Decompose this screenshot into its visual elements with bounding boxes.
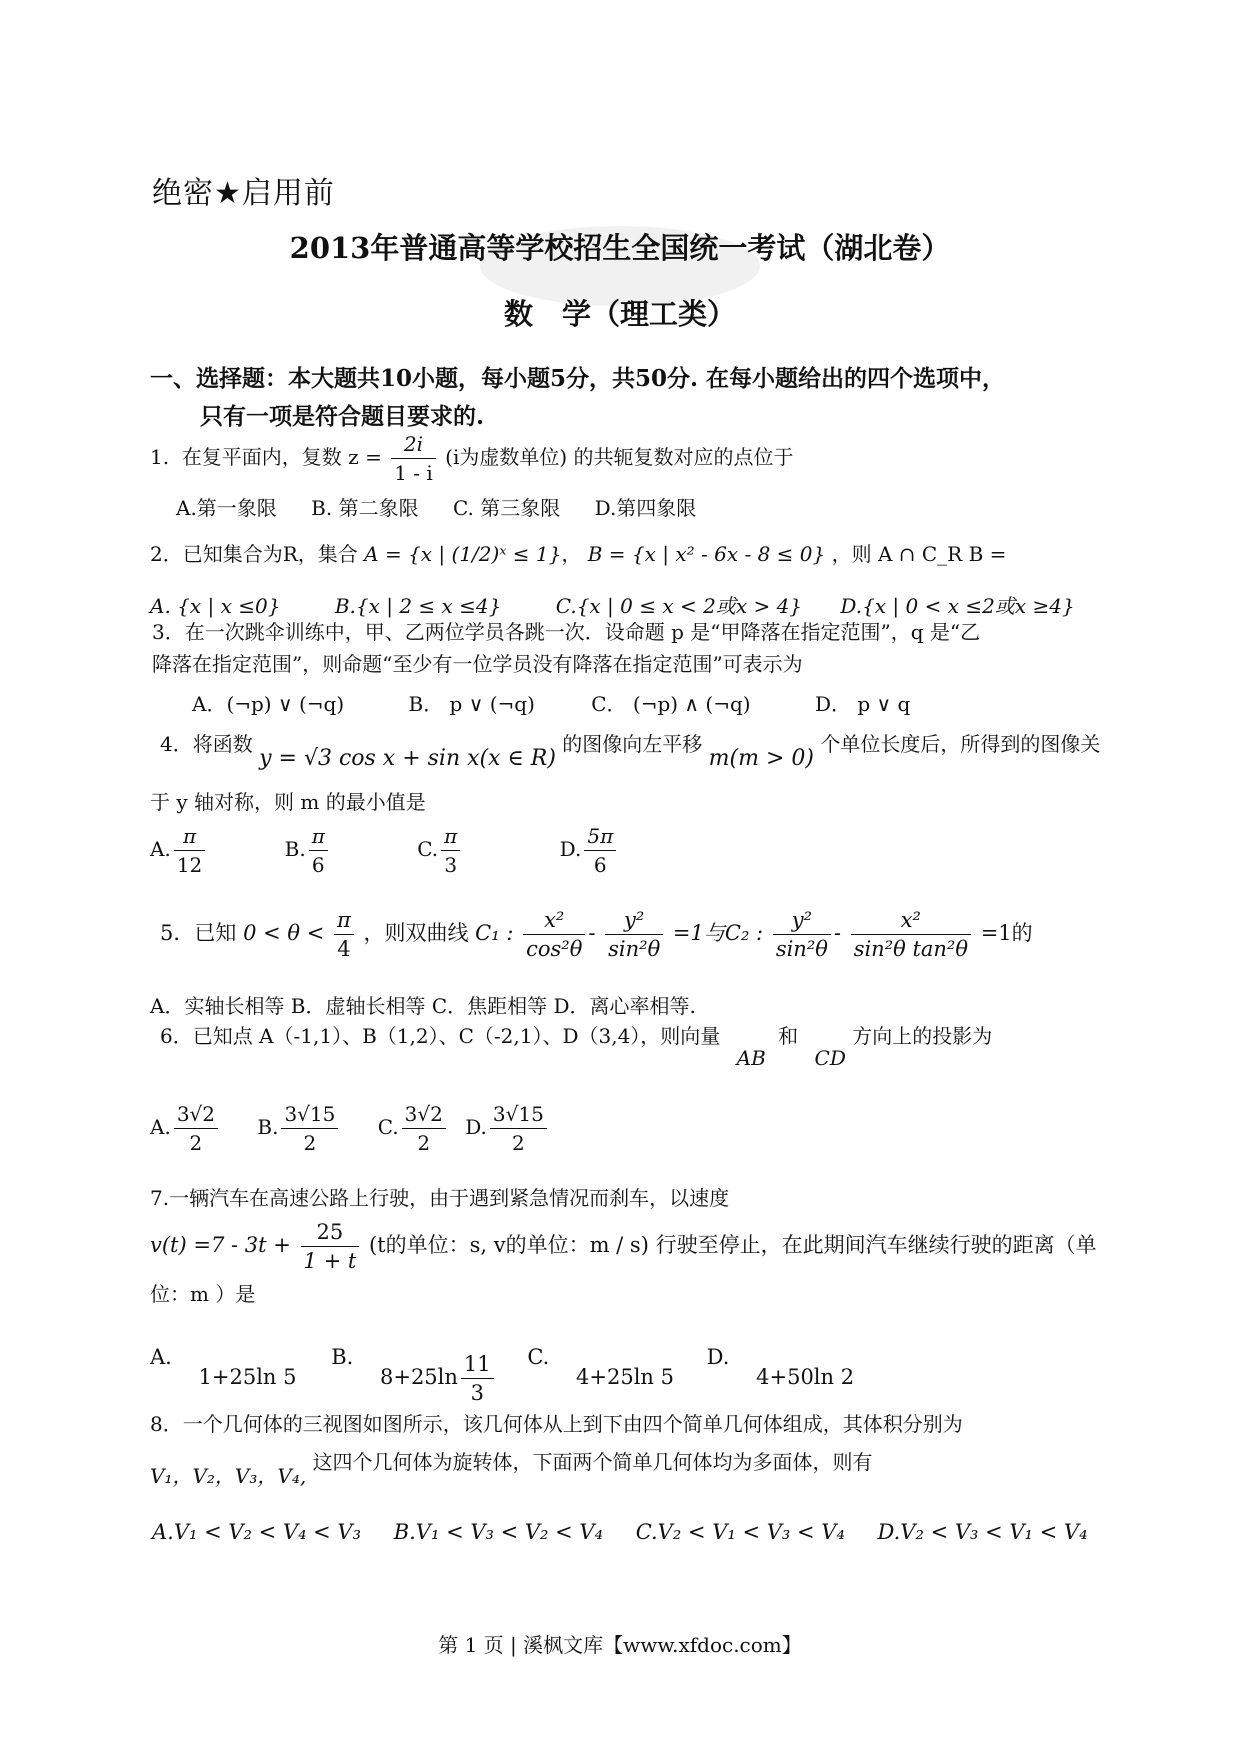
q2-option-b: B.{x | 2 ≤ x ≤4} [334, 594, 502, 618]
q7-line-1: 7.一辆汽车在高速公路上行驶，由于遇到紧急情况而刹车，以速度 [150, 1186, 730, 1210]
q6-option-a: A. $\frac{3√2}{2}$ [150, 1115, 221, 1139]
q5-cond-fraction: $\frac{\pi}{4}$ [334, 906, 354, 963]
q4-pre: 4．将函数 [160, 732, 253, 756]
q2-pre: 2．已知集合为R，集合 [150, 542, 358, 566]
q5-options: A．实轴长相等 B．虚轴长相等 C．焦距相等 D．离心率相等. [150, 994, 696, 1018]
q6-vector-cd: CD [814, 1046, 846, 1070]
q1-option-b: B. 第二象限 [311, 496, 419, 520]
q4-option-d: D. $\frac{5\pi}{6}$ [560, 837, 620, 861]
q2-options [150, 590, 1075, 619]
q7-option-a-label: A. [150, 1345, 172, 1369]
q8-line-2: 这四个几何体为旋转体，下面两个简单几何体均为多面体，则有 [312, 1450, 873, 1474]
q5-c1: C₁ : [475, 921, 514, 945]
q6-option-c: C. $\frac{3√2}{2}$ [378, 1115, 449, 1139]
q2-set-b: B = {x | x² - 6x - 8 ≤ 0} [587, 542, 826, 566]
page-footer: 第 1 页 | 溪枫文库【www.xfdoc.com】 [438, 1633, 802, 1657]
q2-post: ，则 A ∩ C_R B = [831, 542, 1007, 566]
q7-post: 行驶至停止，在此期间汽车继续行驶的距离（单 [655, 1233, 1097, 1257]
q1-number: 1. [150, 445, 170, 469]
q5-mid: ，则双曲线 [363, 921, 469, 945]
q7-line-3: 位：m ）是 [150, 1282, 256, 1306]
q7-fraction: $\frac{25}{1 + t}$ [301, 1218, 360, 1275]
q7-option-c-label: C. [527, 1345, 550, 1369]
q8-options [152, 1520, 1088, 1544]
q1-post: 的共轭复数对应的点位于 [573, 445, 794, 469]
question-8 [150, 1448, 873, 1488]
q3-option-a: A．(¬p) ∨ (¬q) [192, 692, 345, 716]
q1-options [176, 492, 696, 521]
q6-vector-ab: AB [736, 1046, 766, 1070]
q1-option-a: A.第一象限 [176, 496, 277, 520]
q8-variables: V₁，V₂，V₃，V₄, [150, 1464, 307, 1488]
q5-c1-frac-a: $\frac{\text{x²}}{\text{cos²θ}}$ [523, 906, 585, 963]
q7-option-d-label: D. [706, 1345, 730, 1369]
q8-option-d: D.V₂ < V₃ < V₁ < V₄ [877, 1520, 1088, 1544]
q2-option-d: D.{x | 0 < x ≤2或x ≥4} [840, 594, 1075, 618]
q5-pre: 5．已知 [160, 921, 237, 945]
q1-option-d: D.第四象限 [594, 496, 697, 520]
q8-option-a: A.V₁ < V₂ < V₄ < V₃ [152, 1520, 362, 1544]
q1-option-c: C. 第三象限 [452, 496, 561, 520]
q5-eq1: =1与C₂ : [672, 921, 764, 945]
question-6 [160, 1022, 993, 1070]
q7-options [150, 1330, 855, 1405]
q2-option-a: A. {x | x ≤0} [150, 594, 281, 618]
exam-title: 2013年普通高等学校招生全国统一考试（湖北卷） [289, 231, 951, 265]
q4-function: y = √3 cos x + sin x(x ∈ R) [259, 746, 556, 771]
q3-line-2: 降落在指定范围”，则命题“至少有一位学员没有降落在指定范围”可表示为 [152, 652, 803, 676]
question-3 [152, 618, 980, 678]
subject-title: 数 学（理工类） [503, 297, 736, 331]
q6-text: 6．已知点 A（-1,1）、B（1,2）、C（-2,1）、D（3,4），则向量 [160, 1024, 721, 1048]
q5-c2-frac-a: $\frac{\text{y²}}{\text{sin²θ}}$ [773, 906, 831, 963]
question-1 [150, 430, 794, 487]
q5-condition: 0 < θ < [243, 921, 325, 945]
q7-units: (t的单位：s, v的单位：m / s) [368, 1233, 649, 1257]
q7-option-b-label: B. [331, 1345, 354, 1369]
q6-and: 和 [778, 1024, 799, 1048]
q5-c2-frac-b: $\frac{\text{x²}}{\text{sin²θ tan²θ}}$ [851, 906, 971, 963]
q4-options [150, 822, 619, 879]
q5-c1-frac-b: $\frac{\text{y²}}{\text{sin²θ}}$ [605, 906, 663, 963]
q7-option-a: 1+25ln 5 [198, 1365, 297, 1389]
q4-option-a: A. $\frac{\pi}{12}$ [150, 837, 208, 861]
q6-option-d: D. $\frac{3√15}{2}$ [465, 1115, 550, 1139]
q6-post: 方向上的投影为 [852, 1024, 993, 1048]
question-5: 5．已知 0 < θ < $\frac{\pi}{4}$ ，则双曲线 C₁ : $\frac{\text{x²}}{\text{cos²θ}}$ - $\frac{\text{y²}}{\text{sin²θ}}$ =1与C₂ : $\frac{\text{y²}}{\text{sin²θ}}$ - $\frac{\text{x²}}{\text{sin²θ tan²θ}}$ =1的 [160, 908, 1033, 961]
q4-option-b: B. $\frac{\pi}{6}$ [285, 837, 331, 861]
q3-options [192, 688, 910, 717]
q1-paren: (i为虚数单位) [445, 445, 568, 469]
question-2: 2．已知集合为R，集合 A = {x | (1/2)ˣ ≤ 1}， B = {x | x² - 6x - 8 ≤ 0} ，则 A ∩ C_R B = [150, 542, 1007, 566]
q8-option-c: C.V₂ < V₁ < V₃ < V₄ [635, 1520, 845, 1544]
q4-mid: 的图像向左平移 [562, 732, 703, 756]
q3-line-1: 3．在一次跳伞训练中，甲、乙两位学员各跳一次．设命题 p 是“甲降落在指定范围”，q 是“乙 [152, 620, 981, 644]
section-heading [150, 360, 1005, 436]
question-4 [160, 730, 1101, 771]
q4-option-c: C. $\frac{\pi}{3}$ [417, 837, 463, 861]
q8-option-b: B.V₁ < V₃ < V₂ < V₄ [393, 1520, 603, 1544]
q7-velocity: v(t) =7 - 3t + [150, 1233, 291, 1257]
q7-option-b-fraction: $\frac{11}{3}$ [461, 1350, 494, 1407]
q5-eq2: =1的 [980, 921, 1033, 945]
confidential-label: 绝密★启用前 [152, 176, 335, 211]
q7-option-b: 8+25ln [379, 1365, 458, 1389]
q4-post: 个单位长度后，所得到的图像关 [820, 732, 1101, 756]
q1-fraction: $\frac{2i}{1 - i}$ [391, 430, 436, 487]
q2-set-a: A = {x | (1/2)ˣ ≤ 1} [364, 542, 562, 566]
q7-option-c: 4+25ln 5 [576, 1365, 674, 1389]
section-line-2: 只有一项是符合题目要求的. [200, 403, 485, 430]
q3-option-c: C． (¬p) ∧ (¬q) [591, 692, 751, 716]
q4-line-2: 于 y 轴对称，则 m 的最小值是 [150, 790, 426, 814]
q7-option-d: 4+50ln 2 [756, 1365, 855, 1389]
section-line-1: 一、选择题：本大题共10小题，每小题5分，共50分. 在每小题给出的四个选项中， [150, 365, 1006, 392]
q1-z: z = [348, 445, 382, 469]
q4-shift: m(m > 0) [708, 746, 814, 771]
q3-option-d: D． p ∨ q [814, 692, 911, 716]
q6-option-b: B. $\frac{3√15}{2}$ [257, 1115, 341, 1139]
q2-option-c: C.{x | 0 ≤ x < 2或x > 4} [555, 594, 803, 618]
q3-option-b: B． p ∨ (¬q) [408, 692, 535, 716]
question-7 [150, 1218, 1097, 1275]
q1-pre: 在复平面内，复数 [181, 445, 342, 469]
q6-options [150, 1100, 550, 1157]
q8-line-1: 8．一个几何体的三视图如图所示，该几何体从上到下由四个简单几何体组成，其体积分别为 [150, 1412, 963, 1436]
